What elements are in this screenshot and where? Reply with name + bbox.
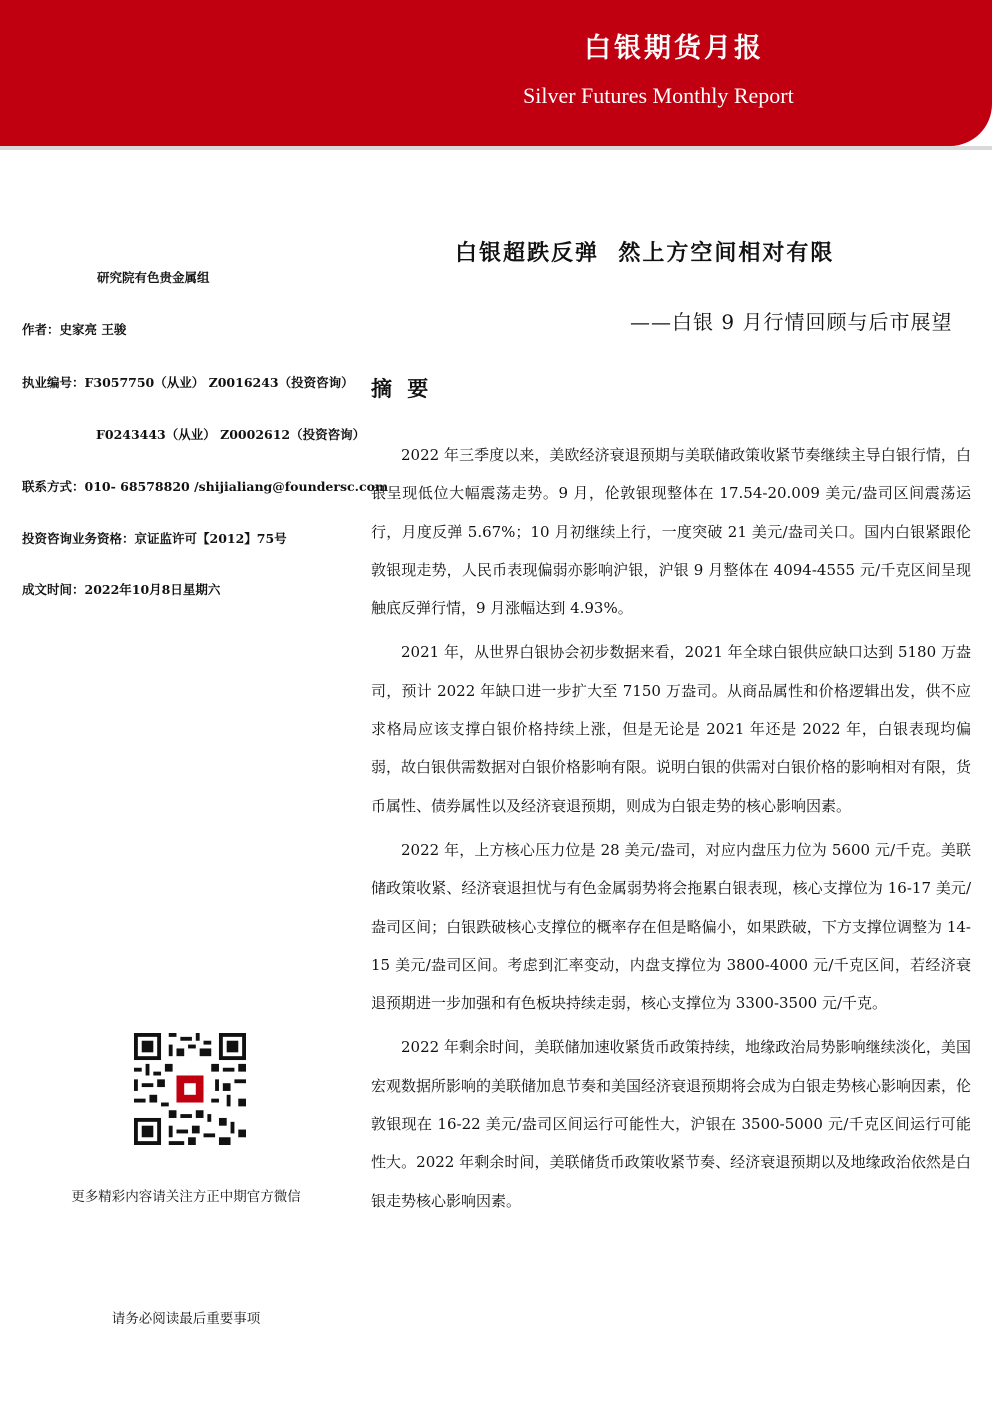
qualification-label: 投资咨询业务资格：京证监许可【2012】75号 (22, 531, 287, 546)
footer-note: 请务必阅读最后重要事项 (111, 1311, 261, 1327)
abstract-body (371, 436, 971, 1226)
header-divider (0, 146, 992, 150)
header-banner (0, 0, 992, 146)
report-subtitle: ——白银 9 月行情回顾与后市展望 (630, 310, 953, 334)
license-line-2: F0243443（从业） Z0002612（投资咨询） (96, 427, 366, 442)
department-label: 研究院有色贵金属组 (97, 270, 210, 285)
abstract-paragraph-3: 2022 年，上方核心压力位是 28 美元/盎司，对应内盘压力位为 5600 元/千克。美联储政策收紧、经济衰退担忧与有色金属弱势将会拖累白银表现，核心支撑位为 16-17 美元/盎司区间；白银跌破核心支撑位的概率存在但是略偏小，如果跌破，下方支撑位调整为 14-15 美元/盎司区间。考虑到汇率变动，内盘支撑位为 3800-4000 元/千克区间，若经济衰退预期进一步加强和有色板块持续走弱，核心支撑位为 3300-3500 元/千克。 (371, 840, 971, 1013)
report-series-title: 白银期货月报 (584, 33, 764, 64)
authors-label: 作者：史家亮 王骏 (22, 322, 127, 337)
abstract-heading: 摘 要 (371, 376, 433, 401)
license-line-1: 执业编号：F3057750（从业） Z0016243（投资咨询） (22, 375, 354, 390)
report-series-subtitle: Silver Futures Monthly Report (523, 83, 794, 108)
abstract-paragraph-4: 2022 年剩余时间，美联储加速收紧货币政策持续，地缘政治局势影响继续淡化，美国宏观数据所影响的美联储加息节奏和美国经济衰退预期将会成为白银走势核心影响因素，伦敦银现在 16-22 美元/盎司区间运行可能性大，沪银在 3500-5000 元/千克区间运行可能性大。2022 年剩余时间，美联储货币政策收紧节奏、经济衰退预期以及地缘政治依然是白银走势核心影响因素。 (371, 1038, 972, 1210)
wechat-qr-code-icon[interactable] (134, 1033, 246, 1145)
qr-caption: 更多精彩内容请关注方正中期官方微信 (71, 1189, 301, 1205)
date-label: 成文时间：2022年10月8日星期六 (22, 582, 221, 597)
report-title: 白银超跌反弹 然上方空间相对有限 (455, 240, 835, 266)
contact-label: 联系方式：010- 68578820 /shijialiang@foundersc.com (22, 479, 389, 494)
abstract-paragraph-2: 2021 年，从世界白银协会初步数据来看，2021 年全球白银供应缺口达到 5180 万盎司，预计 2022 年缺口进一步扩大至 7150 万盎司。从商品属性和价格逻辑出发，供不应求格局应该支撑白银价格持续上涨，但是无论是 2021 年还是 2022 年，白银表现均偏弱，故白银供需数据对白银价格影响有限。说明白银的供需对白银价格的影响相对有限，货币属性、债券属性以及经济衰退预期，则成为白银走势的核心影响因素。 (371, 643, 972, 815)
abstract-paragraph-1: 2022 年三季度以来，美欧经济衰退预期与美联储政策收紧节奏继续主导白银行情，白银呈现低位大幅震荡走势。9 月，伦敦银现整体在 17.54-20.009 美元/盎司区间震荡运行，月度反弹 5.67%；10 月初继续上行，一度突破 21 美元/盎司关口。国内白银紧跟伦敦银现走势，人民币表现偏弱亦影响沪银，沪银 9 月整体在 4094-4555 元/千克区间呈现触底反弹行情，9 月涨幅达到 4.93%。 (371, 446, 971, 618)
